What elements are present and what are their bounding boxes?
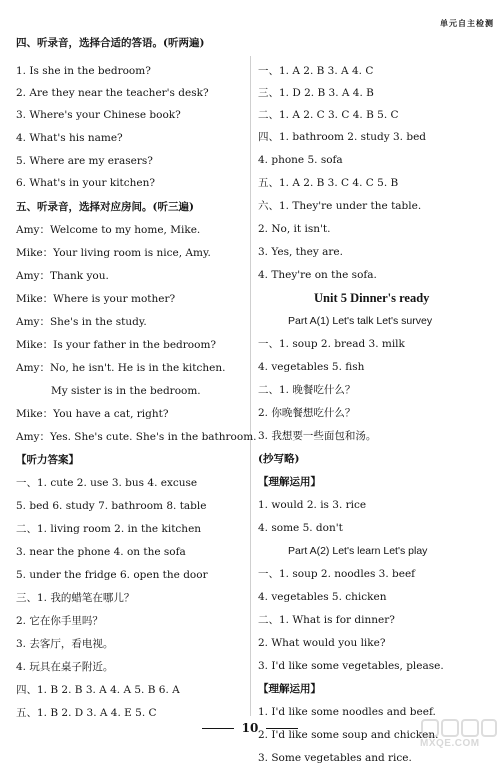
question-line: 4. What's his name? bbox=[16, 132, 123, 144]
answer-line: 3. 我想要一些面包和汤。 bbox=[258, 430, 377, 442]
answer-line: 1. I'd like some noodles and beef. bbox=[258, 706, 436, 718]
answer-line: 2. What would you like? bbox=[258, 637, 386, 649]
answer-line: 3. near the phone 4. on the sofa bbox=[16, 546, 186, 558]
answer-heading: 【听力答案】 bbox=[16, 454, 79, 466]
answer-line: 三、1. 我的蜡笔在哪儿？ bbox=[16, 592, 135, 604]
answer-line: 五、1. B 2. D 3. A 4. E 5. C bbox=[16, 707, 157, 719]
answer-line: 二、1. 晚餐吃什么？ bbox=[258, 384, 356, 396]
answer-line: 3. 去客厅，看电视。 bbox=[16, 638, 114, 650]
unit-title: Unit 5 Dinner's ready bbox=[314, 291, 430, 305]
answer-line: 3. I'd like some vegetables, please. bbox=[258, 660, 444, 672]
answer-line: 5. under the fridge 6. open the door bbox=[16, 569, 208, 581]
answer-line: 4. They're on the sofa. bbox=[258, 269, 377, 281]
dialogue-line: Amy：She's in the study. bbox=[16, 316, 147, 328]
page-number-text: 10 bbox=[241, 721, 259, 735]
answer-line: 五、1. A 2. B 3. C 4. C 5. B bbox=[258, 177, 399, 189]
question-line: 1. Is she in the bedroom? bbox=[16, 65, 151, 77]
section-heading: 四、听录音，选择合适的答语。(听两遍) bbox=[16, 37, 205, 49]
part-heading: Part A(2) Let's learn Let's play bbox=[288, 545, 428, 557]
watermark-text: MXQE.COM bbox=[420, 738, 480, 749]
dialogue-line: Amy：Thank you. bbox=[16, 270, 109, 282]
answer-line: 三、1. D 2. B 3. A 4. B bbox=[258, 87, 374, 99]
dialogue-line: Mike：Where is your mother? bbox=[16, 293, 176, 305]
part-heading: Part A(1) Let's talk Let's survey bbox=[288, 315, 433, 327]
watermark-logo-icon bbox=[420, 718, 498, 738]
question-line: 2. Are they near the teacher's desk? bbox=[16, 87, 209, 99]
answer-line: 一、1. cute 2. use 3. bus 4. excuse bbox=[16, 477, 198, 489]
answer-line: 2. 它在你手里吗？ bbox=[16, 615, 103, 627]
section-heading: 五、听录音，选择对应房间。(听三遍) bbox=[16, 201, 194, 213]
answer-line: 3. Some vegetables and rice. bbox=[258, 752, 412, 764]
column-divider bbox=[250, 56, 251, 716]
dialogue-line: Amy：Welcome to my home, Mike. bbox=[16, 224, 201, 236]
question-line: 3. Where's your Chinese book? bbox=[16, 109, 181, 121]
note-line: (抄写略) bbox=[258, 453, 300, 465]
dialogue-line: Mike：Is your father in the bedroom? bbox=[16, 339, 217, 351]
answer-line: 2. 你晚餐想吃什么？ bbox=[258, 407, 356, 419]
answer-line: 一、1. A 2. B 3. A 4. C bbox=[258, 65, 374, 77]
dialogue-line: Mike：Your living room is nice, Amy. bbox=[16, 247, 211, 259]
answer-line: 4. vegetables 5. chicken bbox=[258, 591, 387, 603]
answer-line: 二、1. living room 2. in the kitchen bbox=[16, 523, 202, 535]
answer-heading: 【理解运用】 bbox=[258, 683, 321, 695]
answer-line: 3. Yes, they are. bbox=[258, 246, 343, 258]
dialogue-line: My sister is in the bedroom. bbox=[51, 385, 201, 397]
answer-line: 4. some 5. don't bbox=[258, 522, 343, 534]
answer-line: 一、1. soup 2. noodles 3. beef bbox=[258, 568, 416, 580]
answer-line: 4. vegetables 5. fish bbox=[258, 361, 365, 373]
section-header: 单元自主检测 bbox=[440, 18, 494, 28]
answer-line: 1. would 2. is 3. rice bbox=[258, 499, 367, 511]
answer-line: 5. bed 6. study 7. bathroom 8. table bbox=[16, 500, 207, 512]
dialogue-line: Mike：You have a cat, right? bbox=[16, 408, 169, 420]
answer-line: 2. I'd like some soup and chicken. bbox=[258, 729, 439, 741]
answer-line: 2. No, it isn't. bbox=[258, 223, 331, 235]
dialogue-line: Amy：No, he isn't. He is in the kitchen. bbox=[16, 362, 226, 374]
answer-line: 4. 玩具在桌子附近。 bbox=[16, 661, 114, 673]
answer-line: 一、1. soup 2. bread 3. milk bbox=[258, 338, 405, 350]
answer-line: 二、1. What is for dinner? bbox=[258, 614, 395, 626]
dialogue-line: Amy：Yes. She's cute. She's in the bathroom. bbox=[16, 431, 257, 443]
answer-line: 六、1. They're under the table. bbox=[258, 200, 422, 212]
dash-left bbox=[202, 728, 234, 729]
answer-line: 四、1. B 2. B 3. A 4. A 5. B 6. A bbox=[16, 684, 180, 696]
question-line: 5. Where are my erasers? bbox=[16, 155, 153, 167]
answer-heading: 【理解运用】 bbox=[258, 476, 321, 488]
answer-line: 二、1. A 2. C 3. C 4. B 5. C bbox=[258, 109, 399, 121]
watermark bbox=[420, 718, 498, 752]
answer-line: 4. phone 5. sofa bbox=[258, 154, 343, 166]
dash-right bbox=[266, 728, 298, 729]
question-line: 6. What's in your kitchen? bbox=[16, 177, 156, 189]
answer-line: 四、1. bathroom 2. study 3. bed bbox=[258, 131, 427, 143]
